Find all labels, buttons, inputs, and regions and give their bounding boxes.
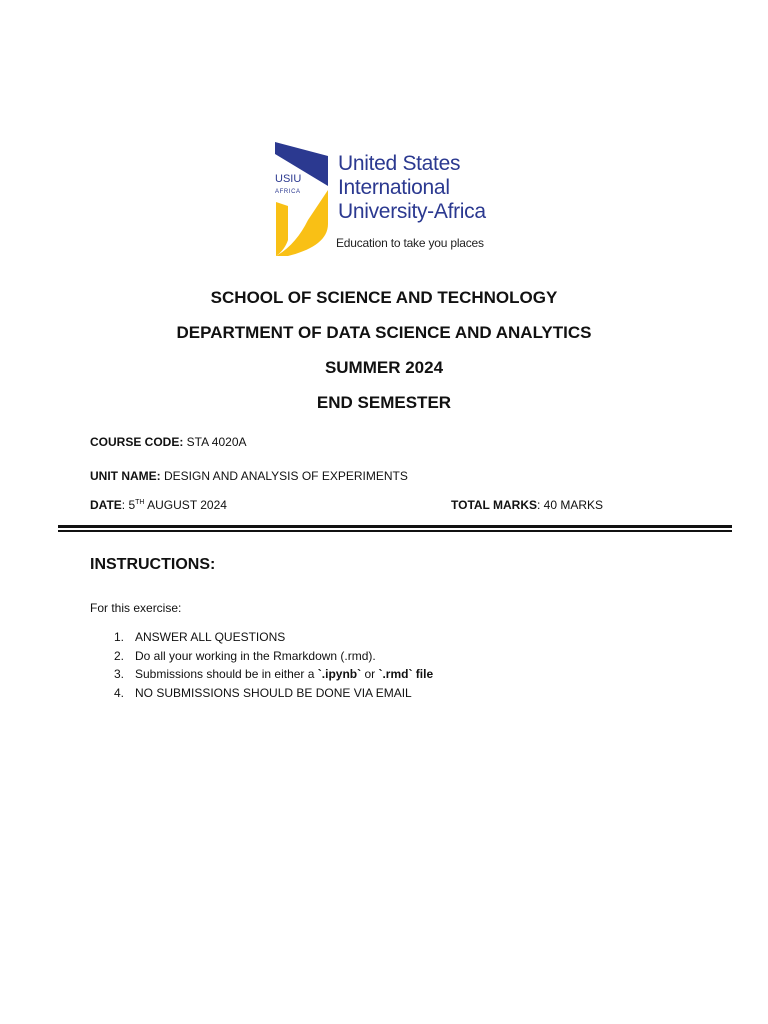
list-item-number: 4. — [114, 686, 125, 701]
university-name-line: University-Africa — [338, 200, 486, 223]
list-item-text: NO SUBMISSIONS SHOULD BE DONE VIA EMAIL — [135, 686, 412, 701]
total-marks-value: : 40 MARKS — [537, 498, 604, 512]
ipynb-format: `.ipynb` — [317, 667, 362, 682]
instructions-title: INSTRUCTIONS: — [90, 556, 216, 573]
list-item-number: 3. — [114, 667, 125, 682]
rmd-format: `.rmd` file — [378, 667, 434, 682]
list-item-text-pre: Submissions should be in either a — [135, 667, 318, 682]
course-code-row — [90, 435, 247, 449]
divider-rule-bottom — [58, 530, 732, 532]
list-item-text: Do all your working in the Rmarkdown (.rmd). — [135, 648, 376, 663]
school-heading: SCHOOL OF SCIENCE AND TECHNOLOGY — [210, 288, 558, 307]
unit-name-row — [90, 469, 408, 483]
course-code-label: COURSE CODE: — [90, 435, 184, 449]
university-name-line: United States — [338, 152, 461, 175]
instructions-intro: For this exercise: — [90, 601, 182, 615]
usiu-shield-logo-icon — [272, 140, 332, 258]
university-tagline: Education to take you places — [336, 236, 484, 250]
date-row — [90, 498, 227, 512]
university-name-line: International — [338, 176, 450, 199]
unit-name-value: DESIGN AND ANALYSIS OF EXPERIMENTS — [160, 469, 408, 483]
date-suffix: TH — [135, 499, 145, 506]
date-rest: AUGUST 2024 — [144, 498, 227, 512]
term-heading: SUMMER 2024 — [324, 358, 444, 377]
course-code-value: STA 4020A — [183, 435, 247, 449]
date-day: : 5 — [121, 498, 136, 512]
date-label: DATE — [90, 498, 122, 512]
list-item-text-mid: or — [361, 667, 379, 682]
total-marks-row — [451, 498, 603, 512]
list-item-text: ANSWER ALL QUESTIONS — [135, 630, 286, 644]
logo-mark-subtext: AFRICA — [275, 189, 301, 195]
university-name — [338, 152, 518, 224]
total-marks-label: TOTAL MARKS — [451, 498, 537, 512]
exam-heading: END SEMESTER — [316, 393, 452, 412]
list-item-text — [135, 667, 433, 682]
list-item-number: 2. — [114, 648, 125, 663]
unit-name-label: UNIT NAME: — [90, 469, 161, 483]
department-heading: DEPARTMENT OF DATA SCIENCE AND ANALYTICS — [176, 323, 592, 342]
usiu-logo — [272, 140, 512, 258]
list-item-number: 1. — [114, 630, 125, 644]
divider-rule-top — [58, 525, 732, 528]
logo-mark-text: USIU — [275, 173, 302, 185]
